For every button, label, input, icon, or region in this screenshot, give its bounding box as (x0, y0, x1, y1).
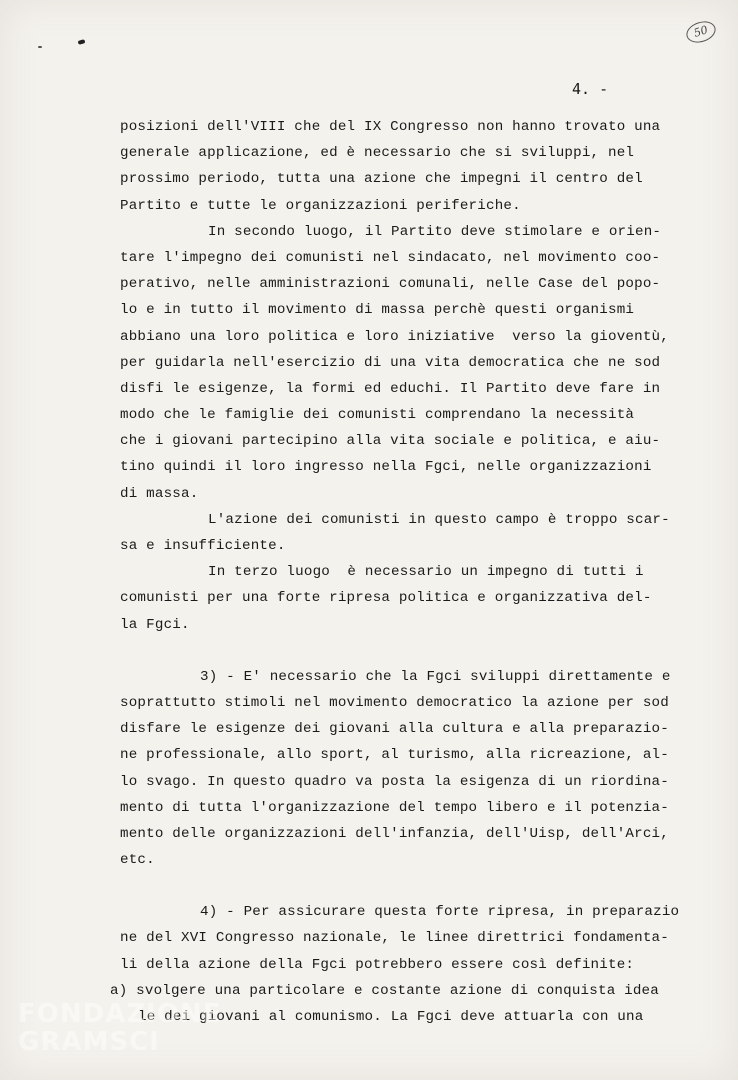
watermark-line: GRAMSCI (18, 1027, 160, 1057)
list-item-a: a) svolgere una particolare e costante azione di conquista idea (110, 982, 659, 999)
document-body (110, 114, 680, 1030)
text-line: modo che le famiglie dei comunisti comprendano la necessità (120, 407, 635, 424)
text-line: disfare le esigenze dei giovani alla cultura e alla preparazio- (120, 721, 669, 738)
text-line: la Fgci. (120, 616, 190, 633)
archive-stamp: 50 (684, 18, 719, 46)
text-line: ne del XVI Congresso nazionale, le linee direttrici fondamenta- (120, 930, 669, 947)
ink-speck (38, 46, 42, 48)
text-line: etc. (120, 852, 155, 869)
watermark-line: FONDAZIONE (18, 999, 222, 1029)
ink-speck (78, 39, 86, 45)
text-line: prossimo periodo, tutta una azione che impegni il centro del (120, 171, 643, 188)
text-line: abbiano una loro politica e loro iniziative verso la gioventù, (120, 328, 669, 345)
text-line: L'azione dei comunisti in questo campo è troppo scar- (208, 511, 670, 528)
text-line: posizioni dell'VIII che del IX Congresso non hanno trovato una (120, 119, 661, 135)
text-line: di massa. (120, 485, 199, 502)
text-line: comunisti per una forte ripresa politica e organizzativa del- (120, 590, 652, 607)
text-line: li della azione della Fgci potrebbero essere così definite: (120, 956, 635, 973)
text-line: le dei giovani al comunismo. La Fgci deve attuarla con una (138, 1009, 644, 1025)
text-line: sa e insufficiente. (120, 538, 286, 554)
section-3-heading-line: 3) - E' necessario che la Fgci sviluppi direttamente e (200, 668, 671, 685)
text-line: Partito e tutte le organizzazioni periferiche. (120, 197, 521, 214)
text-line: soprattutto stimoli nel movimento democratico la azione per sod (120, 694, 669, 711)
page-number: 4. - (572, 80, 609, 98)
text-line: per guidarla nell'esercizio di una vita democratica che ne sod (120, 354, 661, 371)
section-4-heading-line: 4) - Per assicurare questa forte ripresa, in preparazio (200, 904, 680, 921)
text-line: mento delle organizzazioni dell'infanzia, dell'Uisp, dell'Arci, (120, 825, 669, 842)
archive-watermark (18, 1000, 221, 1056)
paragraph-gap (120, 873, 680, 899)
text-line: In secondo luogo, il Partito deve stimolare e orien- (208, 223, 662, 240)
text-line: che i giovani partecipino alla vita sociale e politica, e aiu- (120, 433, 661, 450)
text-line: perativo, nelle amministrazioni comunali, nelle Case del popo- (120, 276, 661, 293)
text-line: lo svago. In questo quadro va posta la esigenza di un riordina- (120, 773, 669, 790)
text-line: generale applicazione, ed è necessario che si sviluppi, nel (120, 145, 635, 162)
text-line: lo e in tutto il movimento di massa perchè questi organismi (120, 302, 635, 319)
text-line: mento di tutta l'organizzazione del tempo libero e il potenzia- (120, 799, 669, 816)
text-line: tare l'impegno dei comunisti nel sindacato, nel movimento coo- (120, 249, 661, 266)
paragraph-gap (120, 638, 680, 664)
text-line: ne professionale, allo sport, al turismo, alla ricreazione, al- (120, 747, 669, 764)
text-line: In terzo luogo è necessario un impegno di tutti i (208, 564, 644, 581)
text-line: tino quindi il loro ingresso nella Fgci, nelle organizzazioni (120, 459, 652, 476)
text-line: disfi le esigenze, la formi ed educhi. Il Partito deve fare in (120, 380, 661, 397)
